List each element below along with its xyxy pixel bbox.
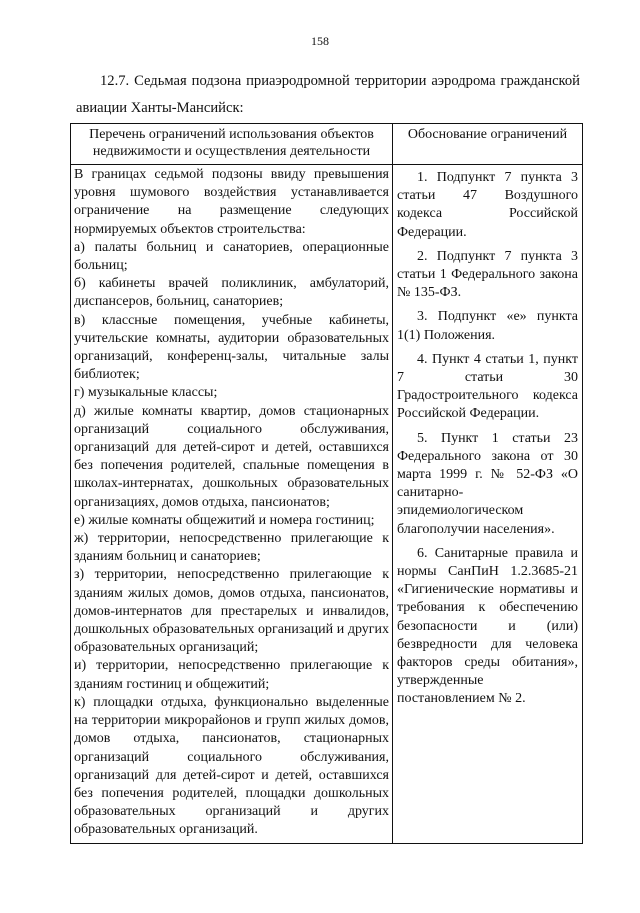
- justification-item: 1. Подпункт 7 пункта 3 статьи 47 Воздушного кодекса Российской Федерации.: [397, 170, 578, 240]
- page-number: 158: [311, 34, 329, 48]
- column-header-label: Перечень ограничений использования объектов недвижимости и осуществления деятельности: [89, 127, 374, 159]
- section-heading: 12.7. Седьмая подзона приаэродромной территории аэродрома гражданской авиации Ханты-Мансийск:: [76, 73, 580, 116]
- restrictions-cell: [71, 165, 393, 844]
- restriction-item: а) палаты больниц и санаториев, операционные больниц;: [74, 239, 389, 274]
- restriction-item: ж) территории, непосредственно прилегающие к зданиям больниц и санаториев;: [74, 531, 389, 565]
- restriction-item: и) территории, непосредственно прилегающие к зданиям гостиниц и общежитий;: [74, 658, 389, 692]
- restriction-item: д) жилые комнаты квартир, домов стационарных организаций социального обслуживания, организаций для детей-сирот и детей, оставшихся без попечения родителей, спальные помещения в школах-интернатах, дошкольных образовательных организациях, домов отдыха, пансионатов;: [74, 403, 389, 510]
- restriction-intro: В границах седьмой подзоны ввиду превышения уровня шумового воздействия устанавливается ограничение на размещение следующих нормируемых объектов строительства:: [74, 167, 389, 237]
- column-header-label: Обоснование ограничений: [407, 127, 568, 142]
- restriction-item: г) музыкальные классы;: [74, 385, 218, 401]
- justification-item: 4. Пункт 4 статьи 1, пункт 7 статьи 30 Градостроительного кодекса Российской Федерации.: [397, 351, 578, 422]
- restrictions-table: [70, 123, 583, 844]
- restriction-item: в) классные помещения, учебные кабинеты, учительские комнаты, аудитории образовательных организаций, конференц-залы, читальные залы библиотек;: [74, 312, 389, 383]
- justification-item: 2. Подпункт 7 пункта 3 статьи 1 Федерального закона № 135-ФЗ.: [397, 248, 578, 301]
- justification-item: 5. Пункт 1 статьи 23 Федерального закона от 30 марта 1999 г. № 52-ФЗ «О санитарно-эпидемиологическом благополучии населения».: [397, 430, 578, 537]
- restriction-item: е) жилые комнаты общежитий и номера гостиниц;: [74, 512, 375, 528]
- justification-item: 6. Санитарные правила и нормы СанПиН 1.2.3685-21 «Гигиенические нормативы и требования к обеспечению безопасности и (или) безвредности для человека факторов среды обитания», утвержденные постановлением № 2.: [397, 545, 578, 707]
- table-row: [71, 165, 583, 844]
- restriction-item: з) территории, непосредственно прилегающие к зданиям жилых домов, домов отдыха, пансионатов, домов-интернатов для престарелых и инвалидов, дошкольных образовательных организаций и других образовательных организаций;: [74, 567, 389, 656]
- table-header-row: [71, 124, 583, 165]
- restriction-item: к) площадки отдыха, функционально выделенные на территории микрорайонов и групп жилых домов, домов отдыха, пансионатов, стационарных организаций социального обслуживания, организаций для детей-сирот и детей, оставшихся без попечения родителей, площадки дошкольных образовательных организаций и других образовательных организаций.: [74, 694, 389, 838]
- column-header-restrictions: [71, 124, 393, 165]
- justification-item: 3. Подпункт «е» пункта 1(1) Положения.: [397, 309, 578, 343]
- justification-cell: [393, 165, 583, 844]
- column-header-justification: [393, 124, 583, 165]
- restriction-item: б) кабинеты врачей поликлиник, амбулаторий, диспансеров, больниц, санаториев;: [74, 276, 389, 310]
